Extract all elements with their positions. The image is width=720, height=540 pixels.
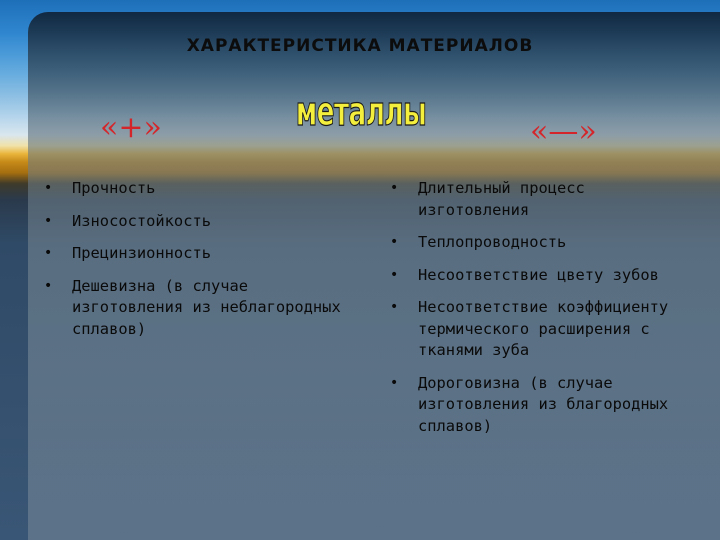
list-item [44,211,354,233]
cons-item-text: Длительный процесс изготовления [418,179,585,219]
cons-list [390,178,680,448]
pros-label: «+» [100,110,162,145]
list-item [390,178,680,221]
bullet-icon: • [390,374,399,391]
bullet-icon: • [390,234,399,250]
slide-title: ХАРАКТЕРИСТИКА МАТЕРИАЛОВ [186,36,534,56]
cons-item-text: Теплопроводность [418,233,567,251]
bullet-icon: • [390,266,399,283]
cons-item-text: Дороговизна (в случае изготовления из благородных сплавов) [418,373,669,435]
list-item [390,232,680,254]
bullet-icon: • [44,277,53,294]
list-item [390,373,680,438]
pros-list [44,178,354,351]
bullet-icon: • [390,180,399,196]
pros-item-text: Износостойкость [72,211,211,230]
metals-heading: металлы [295,89,427,135]
pros-item-text: Прецинзионность [72,244,211,262]
cons-item-text: Несоответствие цвету зубов [418,265,659,284]
bullet-icon: • [44,212,53,229]
pros-item-text: Дешевизна (в случае изготовления из неблагородных сплавов) [72,276,341,338]
list-item [44,276,354,341]
bullet-icon: • [44,245,53,261]
pros-item-text: Прочность [72,179,156,197]
bullet-icon: • [390,299,399,315]
list-item [390,265,680,287]
list-item [44,243,354,265]
cons-label: «—» [530,114,597,149]
list-item [390,297,680,362]
list-item [44,178,354,200]
cons-item-text: Несоответствие коэффициенту термического расширения с тканями зуба [418,298,669,359]
bullet-icon: • [44,180,53,196]
